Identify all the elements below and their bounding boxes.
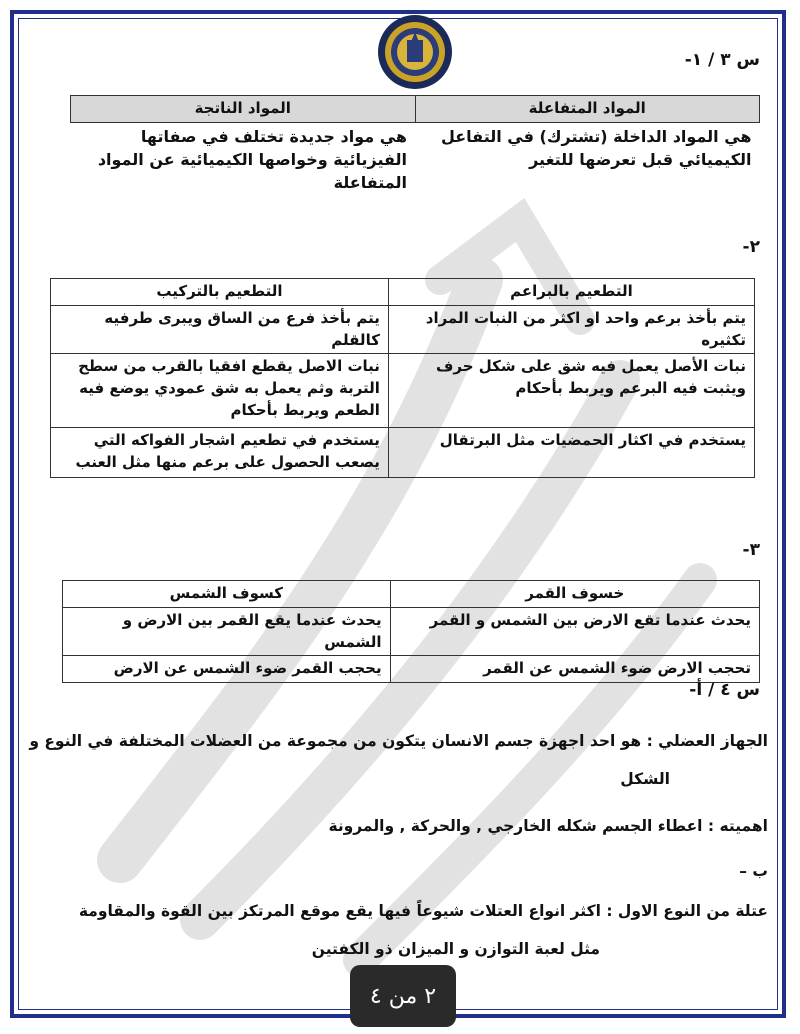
table-cell: هي مواد جديدة تختلف في صفاتها الفيزيائية وخواصها الكيميائية عن المواد المتفاعلة: [97, 126, 407, 193]
table-cell: يستخدم في اكثار الحمضيات مثل البرتقال: [388, 428, 754, 478]
reactants-products-table: [70, 95, 760, 196]
table-header: المواد المتفاعلة: [415, 96, 760, 123]
table-cell: يتم بأخذ فرع من الساق ويبرى طرفيه كالقلم: [51, 305, 389, 354]
question-4-heading: س ٤ / أ-: [689, 680, 760, 700]
first-class-lever-definition: عتلة من النوع الاول : اكثر انواع العتلات شيوعاً فيها يقع موقع المرتكز بين القوة والمقاومة: [78, 902, 768, 920]
question-3-heading: س ٣ / ١-: [684, 50, 760, 70]
table-cell: نبات الأصل يعمل فيه شق على شكل حرف ويثبت فيه البرعم ويربط بأحكام: [388, 354, 754, 428]
muscular-importance: اهميته : اعطاء الجسم شكله الخارجي , والحركة , والمرونة: [328, 817, 768, 835]
table-row: [63, 607, 760, 656]
question-3-part-2-heading: ٢-: [742, 237, 760, 257]
table-cell: يحدث عندما تقع الارض بين الشمس و القمر: [390, 607, 759, 656]
table-cell: يحدث عندما يقع القمر بين الارض و الشمس: [63, 607, 391, 656]
table-header: التطعيم بالتركيب: [51, 279, 389, 306]
table-cell: نبات الاصل يقطع افقيا بالقرب من سطح التربة وثم يعمل به شق عمودي يوضع فيه الطعم ويربط بأحكام: [51, 354, 389, 428]
question-3-part-3-heading: ٣-: [742, 540, 760, 560]
table-header: المواد الناتجة: [71, 96, 416, 123]
table-header: كسوف الشمس: [63, 581, 391, 608]
table-row: [63, 656, 760, 683]
table-cell: يحجب القمر ضوء الشمس عن الارض: [63, 656, 391, 683]
table-cell: تحجب الارض ضوء الشمس عن القمر: [390, 656, 759, 683]
table-cell: هي المواد الداخلة (تشترك) في التفاعل الكيميائي قبل تعرضها للتغير: [440, 126, 752, 169]
page-indicator-badge: ٢ من ٤: [350, 965, 456, 1027]
question-4-part-b: ب –: [739, 862, 768, 880]
table-row: [51, 354, 755, 428]
grafting-table: [50, 278, 755, 478]
eclipse-table: [62, 580, 760, 683]
muscular-system-definition: الجهاز العضلي : هو احد اجهزة جسم الانسان يتكون من مجموعة من العضلات المختلفة في النوع و: [29, 732, 768, 750]
muscular-system-definition-cont: الشكل: [620, 770, 670, 788]
table-header: خسوف القمر: [390, 581, 759, 608]
table-cell: يتم بأخذ برعم واحد او اكثر من النبات المراد تكثيره: [388, 305, 754, 354]
ministry-emblem-logo: [377, 14, 453, 90]
table-row: [51, 305, 755, 354]
first-class-lever-example: مثل لعبة التوازن و الميزان ذو الكفتين: [311, 940, 600, 958]
table-header: التطعيم بالبراعم: [388, 279, 754, 306]
table-cell: يستخدم في تطعيم اشجار الفواكه التي يصعب الحصول على برعم منها مثل العنب: [51, 428, 389, 478]
table-row: [51, 428, 755, 478]
